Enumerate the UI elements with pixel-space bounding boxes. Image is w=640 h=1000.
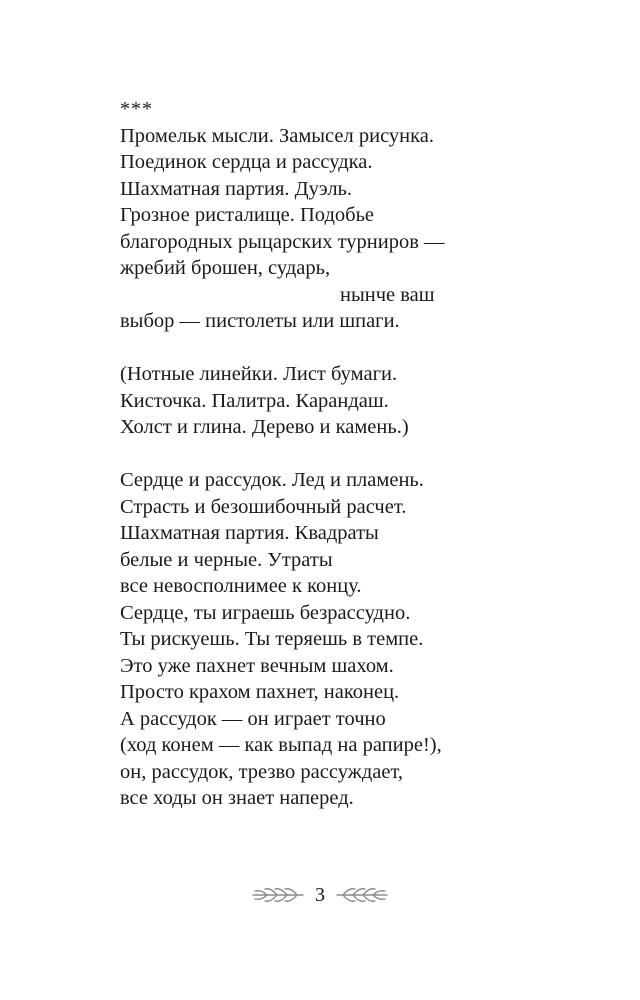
poem-line: Промельк мысли. Замысел рисунка. [120, 124, 435, 147]
poem-line: Сердце и рассудок. Лед и пламень. [120, 469, 424, 491]
stanza-2 [120, 361, 540, 441]
poem-line: все невосполнимее к концу. [120, 575, 362, 597]
poem-line-indented: нынче ваш [340, 283, 435, 306]
poem-line: Поединок сердца и рассудка. [120, 151, 373, 173]
poem-line: все ходы он знает наперед. [120, 787, 354, 809]
poem-line: Ты рискуешь. Ты теряешь в темпе. [120, 628, 424, 650]
stanza-3 [120, 467, 540, 812]
poem-line: Просто крахом пахнет, наконец. [120, 681, 400, 703]
poem-line: благородных рыцарских турниров — [120, 230, 445, 253]
page-number: 3 [315, 884, 325, 906]
poem-line: (ход конем — как выпад на рапире!), [120, 734, 442, 756]
poem-line: Кисточка. Палитра. Карандаш. [120, 389, 389, 412]
leaf-ornament-left-icon [249, 884, 305, 906]
poem-line: А рассудок — он играет точно [120, 707, 386, 730]
poem-line: Шахматная партия. Квадраты [120, 522, 379, 544]
poem-line: он, рассудок, трезво рассуждает, [120, 760, 404, 783]
stanza-1 [120, 123, 540, 335]
poem-line: Грозное ристалище. Подобье [120, 204, 375, 226]
stanza-break [120, 441, 540, 468]
poem-line: Сердце, ты играешь безрассудно. [120, 601, 411, 624]
poem-line: белые и черные. Утраты [120, 548, 333, 571]
leaf-ornament-right-icon [335, 884, 391, 906]
poem-line: Это уже пахнет вечным шахом. [120, 654, 394, 677]
page-footer [0, 880, 640, 910]
poem [120, 96, 540, 812]
poem-line: (Нотные линейки. Лист бумаги. [120, 363, 398, 385]
poem-line: Страсть и безошибочный расчет. [120, 495, 407, 518]
poem-line: жребий брошен, сударь, [120, 257, 331, 279]
stanza-break [120, 335, 540, 362]
poem-line: Шахматная партия. Дуэль. [120, 177, 353, 200]
stanza-mark: *** [120, 98, 153, 120]
poem-line: выбор — пистолеты или шпаги. [120, 310, 400, 332]
poem-line: Холст и глина. Дерево и камень.) [120, 416, 409, 438]
